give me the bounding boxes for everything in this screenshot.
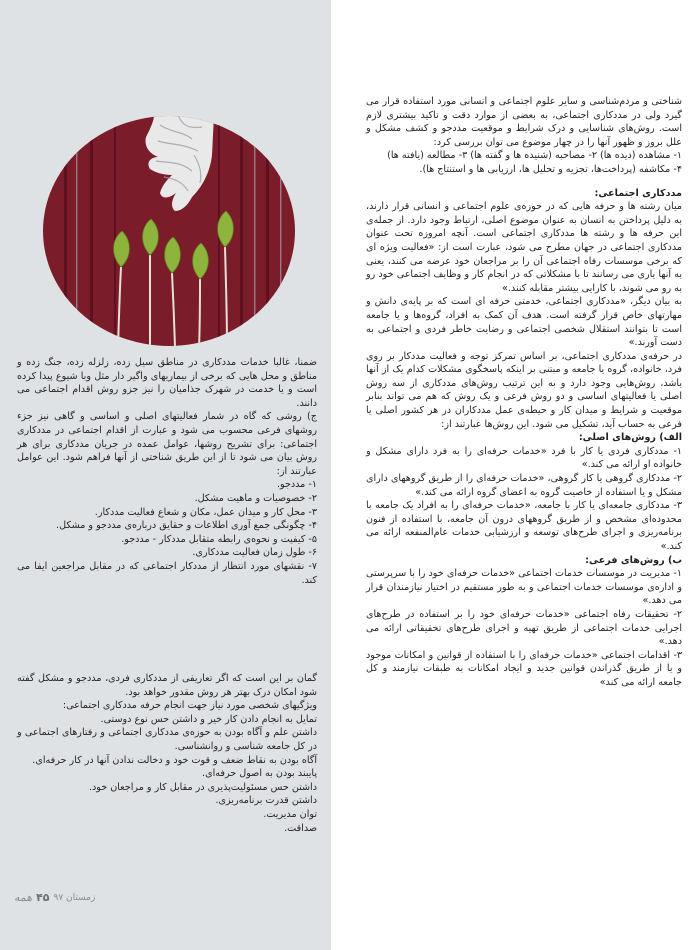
paragraph: ۴- چگونگی جمع آوری اطلاعات و حقایق درباره‌ی مددجو و مشکل. <box>56 520 317 532</box>
paragraph: داشتن علم و آگاه بودن به حوزه‌ی مددکاری اجتماعی و رفتارهای اجتماعی و در کل جامعه شناسی و روانشناسی. <box>17 727 317 752</box>
illustration <box>42 115 297 347</box>
paragraph-gap <box>366 177 682 187</box>
paragraph: ۱- مددجو. <box>276 479 317 491</box>
page-number: ۴۵ <box>36 891 50 904</box>
paragraph: تمایل به انجام دادن کار خیر و داشتن حس نوع دوستی. <box>100 713 317 725</box>
paragraph: ویژگیهای شخصی مورد نیاز جهت انجام حرفه مددکاری اجتماعی: <box>62 700 317 712</box>
paragraph: ۲- تحقیقات رفاه اجتماعی «خدمات حرفه‌ای خود را بر استفاده در طرح‌های اجرایی خدمات اجتماعی از طریق تهیه و اجرای طرح‌های تحقیقاتی ارائه می دهد.» <box>366 608 682 648</box>
issue-season: زمستان ۹۷ <box>53 892 96 903</box>
paragraph: ۵- کیفیت و نحوه‌ی رابطه متقابل مددکار - مددجو. <box>121 533 317 545</box>
paragraph: ضمنا، غالبا خدمات مددکاری در مناطق سیل زده، زلزله زده، جنگ زده و مناطق و محل هایی که برخی از بیماریهای واگیر دار مثل وبا شیوع پیدا کرده است و یا خدمت در شهرک جذامیان را نیز جزو روش اقدام اجتماعی می دانند. <box>17 357 317 409</box>
page-footer <box>14 891 95 904</box>
paragraph: توان مدیریت. <box>263 808 317 820</box>
paragraph: ۴- مکاشفه (پرداخت‌ها، تجزیه و تحلیل ها، ارزیابی ها و استنتاج ها). <box>419 163 682 175</box>
right-column-text <box>366 95 682 690</box>
paragraph: ۳- محل کار و میدان عمل، مکان و شعاع فعالیت مددکار. <box>94 506 317 518</box>
paragraph: ۲- مددکاری گروهی یا کار گروهی، «خدمات حرفه‌ای را از طریق گروههای دارای مشکل و یا استفاده از خاصیت گروه به اعضای گروه ارائه می کند.» <box>366 473 682 498</box>
paragraph: ۳- اقدامات اجتماعی «خدمات حرفه‌ای را با استفاده از قوانین و امکانات موجود و یا از طریق گذراندن قوانین جدید و ایجاد امکانات به طبقات نیازمند و کل جامعه ارائه می کند» <box>366 649 682 688</box>
section-heading: ب) روش‌های فرعی: <box>585 554 682 566</box>
paragraph: ۳- مددکاری جامعه‌ای یا کار با جامعه، «خدمات حرفه‌ای را به افراد یک جامعه با محدوده‌ای مشخص و از طریق گروههای درون آن جامعه، با استفاده از فنون برنامه‌ریزی و اجرای طرح‌های توسعه و ارزشیابی خدمات عام‌المنفعه ارائه می کند.» <box>366 500 682 552</box>
section-heading: الف) روش‌های اصلی: <box>578 432 682 444</box>
paragraph: پایبند بودن به اصول حرفه‌ای. <box>202 768 317 780</box>
paragraph: ۶- طول زمان فعالیت مددکاری. <box>192 547 317 559</box>
paragraph: ۲- خصوصیات و ماهیت مشکل. <box>194 492 317 504</box>
paragraph: ج) روشی که گاه در شمار فعالیتهای اصلی و اساسی و گاهی نیز جزء روشهای فرعی محسوب می شود و عبارت از اقدام اجتماعی در مددکاری اجتماعی: برای تشریح روشها، عوامل عمده در جریان مددکاری برای هر روش بیان می شود تا از این طریق شناختی از آنها فراهم شود. این عوامل عبارتند از: <box>17 411 317 477</box>
paragraph: شناختی و مردم‌شناسی و سایر علوم اجتماعی و انسانی مورد استفاده قرار می گیرد ولی در مددکاری اجتماعی، به بعضی از موارد دقت و تاکید بیشتری لازم است. روش‌های شناسایی و درک شرایط و موقعیت مددجو و کشف مشکل و علل بروز و ظهور آنها را در چهار موضوع می توان بررسی کرد: <box>366 96 682 148</box>
paragraph: گمان بر این است که اگر تعاریفی از مددکاری فردی، مددجو و مشکل گفته شود امکان درک بهتر هر روش مقدور خواهد بود. <box>17 673 317 698</box>
paragraph: ۱- مدیریت در موسسات خدمات اجتماعی «خدمات حرفه‌ای خود را با سرپرستی و اداره‌ی موسسات خدمات اجتماعی و به طور مستقیم در اختیار نیازمندان قرار می دهد.» <box>366 568 682 607</box>
paragraph: در حرفه‌ی مددکاری اجتماعی، بر اساس تمرکز توجه و فعالیت مددکار بر روی فرد، خانواده، گروه یا جامعه و مبتنی بر اینکه پاسخگوی مشکلات کدام یک از آنها باشد، روش‌هایی وجود دارد و به این ترتیب روش‌های مددکاری از سه روش اصلی یا فعالیتهای اساسی و دو روش فرعی و یک روش که هم می تواند بنابر موقعیت و شرایط و میدان کار و حیطه‌ی عمل مددکاران در هر کشور اصلی یا فرعی به حساب آید، تشکیل می شود. این روش‌ها عبارتند از: <box>366 350 682 430</box>
section-heading: مددکاری اجتماعی: <box>594 187 682 199</box>
magazine-logo: همه <box>14 891 33 904</box>
paragraph: ۱- مشاهده (دیده ها) ۲- مصاحبه (شنیده ها و گفته ها) ۳- مطالعه (یافته ها) <box>387 150 682 162</box>
paragraph: آگاه بودن به نقاط ضعف و قوت خود و دخالت ندادن آنها در کار حرفه‌ای. <box>32 754 317 766</box>
left-column-bottom-text <box>17 672 317 835</box>
paragraph: داشتن حس مسئولیت‌پذیری در مقابل کار و مراجعان خود. <box>88 781 317 793</box>
paragraph: داشتن قدرت برنامه‌ریزی. <box>215 795 317 807</box>
paragraph: صداقت. <box>284 822 317 834</box>
paragraph: ۱- مددکاری فردی یا کار با فرد «خدمات حرفه‌ای را به فرد دارای مشکل و خانواده او ارائه می کند.» <box>366 445 682 471</box>
hand-sprouts-illustration <box>42 115 297 347</box>
paragraph: به بیان دیگر، «مددکاری اجتماعی، خدمتی حرفه ای است که بر پایه‌ی دانش و مهارتهای خاص قرار گرفته است. هدف آن کمک به افراد، گروه‌ها و یا جامعه است تا بتوانند استقلال شخصی اجتماعی و رضایت خاطر فردی و اجتماعی به دست آورند.» <box>366 296 682 349</box>
paragraph: میان رشته ها و حرفه هایی که در حوزه‌ی علوم اجتماعی و انسانی قرار دارند، به دلیل پرداختن به انسان به عنوان موضوع اصلی، ارتباط وجود دارد. از جمله‌ی این حرفه ها و رشته ها مددکاری اجتماعی است. آنچه امروزه تحت عنوان مددکاری اجتماعی در جهان مطرح می شود، عبارت است از: «فعالیت ویژه ای که برخی موسسات رفاه اجتماعی آن را بر مراجعان خود عرضه می کنند، یعنی به آنها یاری می رسانند تا با مشکلاتی که در انجام کار و وظایف اجتماعی خود رو به رو می شوند، با کارایی بیشتر مقابله کنند.» <box>366 201 682 294</box>
paragraph: ۷- نقشهای مورد انتظار از مددکار اجتماعی که در مقابل مراجعین ایفا می کند. <box>17 560 317 586</box>
left-column-top-text <box>17 356 317 587</box>
